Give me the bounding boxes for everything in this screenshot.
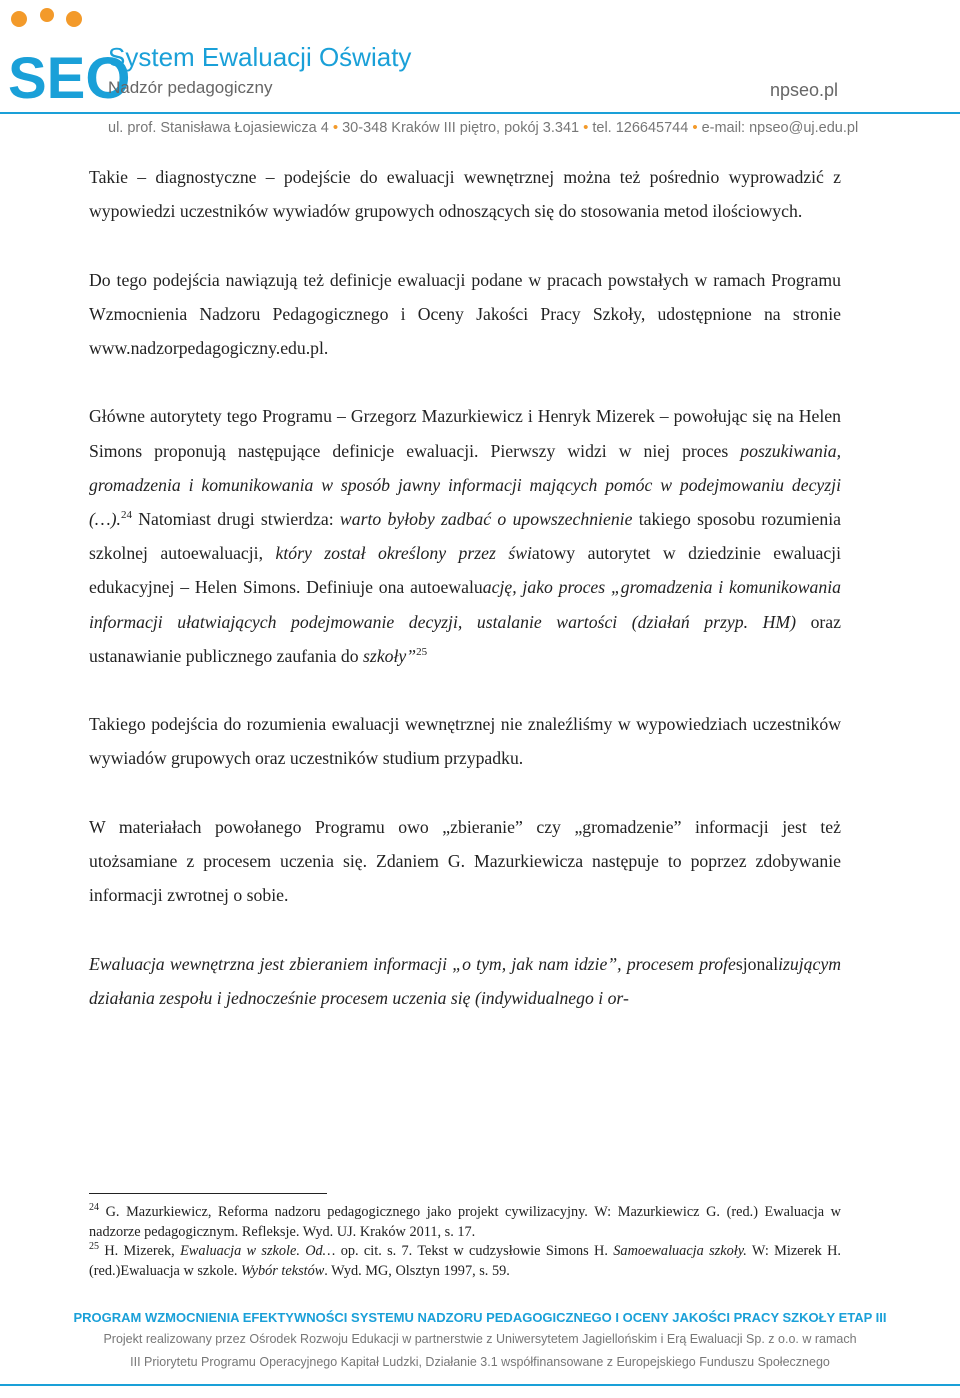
footer-divider bbox=[0, 1384, 960, 1386]
footer-program-title: PROGRAM WZMOCNIENIA EFEKTYWNOŚCI SYSTEMU NADZORU PEDAGOGICZNEGO I OCENY JAKOŚCI PRACY SZKOŁY ETAP III bbox=[73, 1310, 887, 1325]
footnote-ref-24[interactable]: 24 bbox=[120, 509, 132, 522]
paragraph-2: Do tego podejścia nawiązują też definicje ewaluacji podane w pracach powstałych w ramach Programu Wzmocnienia Nadzoru Pedagogicznego i Oceny Jakości Pracy Szkoły, udostępnione na stronie www.nadzorpedagogiczny.edu.pl. bbox=[89, 269, 841, 358]
paragraph-1: Takie – diagnostyczne – podejście do ewaluacji wewnętrznej można też pośrednio wyprowadzić z wypowiedzi uczestników wywiadów grupowych odnoszących się do stosowania metod ilościowych. bbox=[89, 167, 841, 222]
footnote-divider bbox=[89, 1193, 327, 1194]
logo-text: SEO bbox=[8, 46, 131, 111]
footnote-24: $^{24}$ G. Mazurkiewicz, Reforma nadzoru pedagogicznego jako projekt cywilizacyjny. W: Mazurkiewicz G. (red.) Ewaluacja w nadzorze pedagogicznym. Refleksje. Wyd. UJ. Kraków 2011, s. 17. bbox=[89, 1202, 841, 1240]
footnotes bbox=[89, 1203, 841, 1281]
footnote-25: $^{25}$ H. Mizerek, Ewaluacja w szkole. Od… op. cit. s. 7. Tekst w cudzysłowie Simons H. Samoewaluacja szkoły. W: Mizerek H. (red.)Ewaluacja w szkole. Wybór tekstów. Wyd. MG, Olsztyn 1997, s. 59. bbox=[89, 1241, 841, 1279]
paragraph-4: Takiego podejścia do rozumienia ewaluacji wewnętrznej nie znaleźliśmy w wypowiedziach uczestników wywiadów grupowych oraz uczestników studium przypadku. bbox=[89, 714, 841, 769]
header-address: ul. prof. Stanisława Łojasiewicza 4 • 30-348 Kraków III piętro, pokój 3.341 • tel. 126645744 • e-mail: npseo@uj.edu.pl bbox=[108, 119, 859, 136]
footer-funding: III Priorytetu Programu Operacyjnego Kapitał Ludzki, Działanie 3.1 współfinansowane z Europejskiego Funduszu Społecznego bbox=[130, 1355, 830, 1369]
paragraph-3: Główne autorytety tego Programu – Grzegorz Mazurkiewicz i Henryk Mizerek – powołując się na Helen Simons proponują następujące definicje ewaluacji. Pierwszy widzi w niej proces poszukiwania, gromadzenia i komunikowania w sposób jawny informacji mających pomóc w podejmowaniu decyzji (…).$^{24}$ Natomiast drugi stwierdza: warto byłoby zadbać o upowszechnienie takiego sposobu rozumienia szkolnej autoewaluacji, który został określony przez światowy autorytet w dziedzinie ewaluacji edukacyjnej – Helen Simons. Definiuje ona autoewaluację, jako proces „gromadzenia i komunikowania informacji ułatwiających podejmowanie decyzji, ustalanie wartości (działań przyp. HM) oraz ustanawianie publicznego zaufania do szkoły”$^{25}$ bbox=[89, 406, 841, 666]
paragraph-5: W materiałach powołanego Programu owo „zbieranie” czy „gromadzenie” informacji jest też utożsamiane z procesem uczenia się. Zdaniem G. Mazurkiewicza następuje to poprzez zdobywanie informacji zwrotnej o sobie. bbox=[89, 816, 841, 906]
paragraph-6: Ewaluacja wewnętrzna jest zbieraniem informacji „o tym, jak nam idzie”, procesem profesjonalizującym działania zespołu i jednocześnie procesem uczenia się (indywidualnego i or- bbox=[89, 953, 841, 1008]
document-body bbox=[89, 160, 841, 1015]
brand-subtitle: Nadzór pedagogiczny bbox=[108, 78, 273, 97]
brand-title: System Ewaluacji Oświaty bbox=[108, 42, 412, 72]
seo-logo bbox=[6, 6, 131, 111]
header-divider bbox=[0, 112, 960, 114]
footer-partners: Projekt realizowany przez Ośrodek Rozwoju Edukacji w partnerstwie z Uniwersytetem Jagiellońskim i Erą Ewaluacji Sp. z o.o. w ramach bbox=[103, 1332, 857, 1346]
brand-website[interactable]: npseo.pl bbox=[769, 80, 838, 100]
footnote-ref-25[interactable]: 25 bbox=[416, 645, 428, 658]
